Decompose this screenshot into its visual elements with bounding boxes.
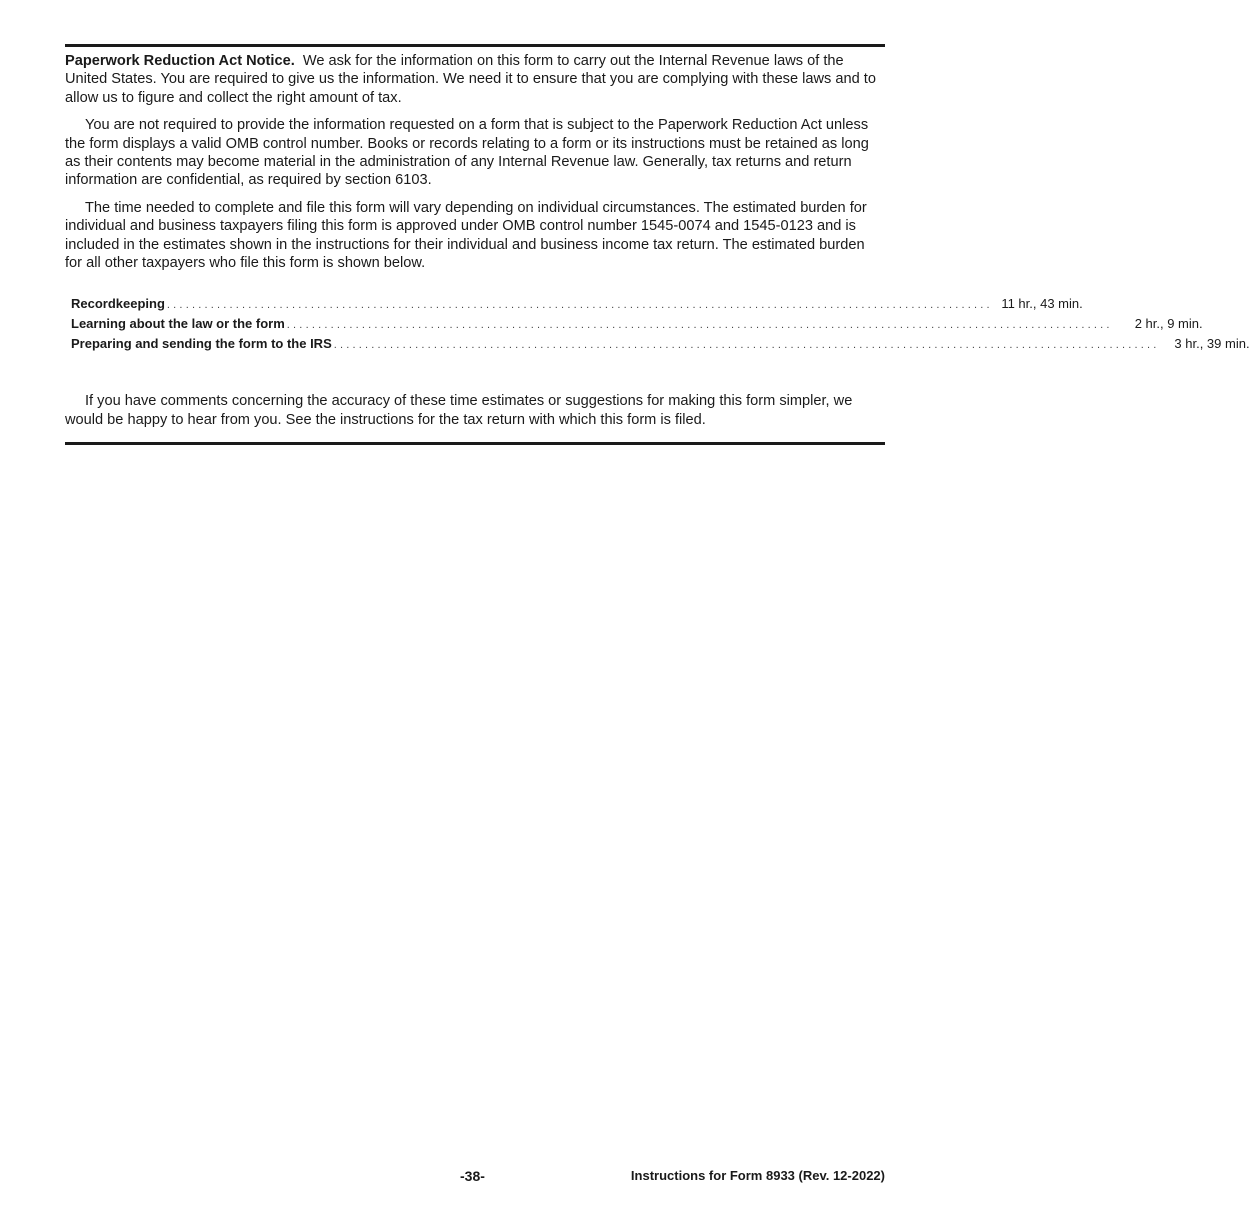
notice-paragraph-4: If you have comments concerning the accuracy of these time estimates or suggestions for making this form simpler, we would be happy to hear from you. See the instructions for the tax return with which this form is filed. xyxy=(65,393,853,428)
burden-label: Preparing and sending the form to the IRS xyxy=(71,336,332,352)
burden-value: 2 hr., 9 min. xyxy=(1134,316,1203,332)
document-title: Instructions for Form 8933 (Rev. 12-2022) xyxy=(630,1168,885,1183)
notice-paragraph-2: You are not required to provide the information requested on a form that is subject to the Paperwork Reduction Act unless the form displays a valid OMB control number. Books or records relating to a form or its instructions must be retained as long as their contents may become material in the administration of any Internal Revenue law. Generally, tax returns and return information are confidential, as required by section 6103. xyxy=(65,117,869,189)
notice-paragraph-1 xyxy=(65,47,885,107)
burden-row-learning xyxy=(71,314,1203,334)
dot-leader: .................................................................................................................................... xyxy=(166,299,993,312)
burden-row-recordkeeping xyxy=(71,294,1083,314)
notice-paragraph-1-text: We ask for the information on this form to carry out the Internal Revenue laws of the United States. You are required to give us the information. We need it to ensure that you are complying with these laws and to allow us to figure and collect the right amount of tax. xyxy=(65,53,876,106)
burden-row-preparing xyxy=(71,334,1250,354)
burden-value: 11 hr., 43 min. xyxy=(1001,296,1083,312)
dot-leader: .................................................................................................................................... xyxy=(333,339,1160,352)
burden-label: Recordkeeping xyxy=(71,296,165,312)
burden-table xyxy=(71,294,1250,354)
paperwork-reduction-notice xyxy=(65,44,1250,429)
notice-paragraph-3: The time needed to complete and file this form will vary depending on individual circumstances. The estimated burden for individual and business taxpayers filing this form is approved under OMB control number 1545-0074 and 1545-0123 and is included in the estimates shown in the instructions for their individual and business income tax return. The estimated burden for all other taxpayers who file this form is shown below. xyxy=(65,199,867,272)
burden-value: 3 hr., 39 min. xyxy=(1174,336,1250,352)
page-number: -38- xyxy=(460,1168,485,1184)
burden-label: Learning about the law or the form xyxy=(71,316,285,332)
notice-heading: Paperwork Reduction Act Notice. xyxy=(65,53,295,69)
dot-leader: .................................................................................................................................... xyxy=(286,319,1113,332)
section-divider xyxy=(65,442,885,445)
